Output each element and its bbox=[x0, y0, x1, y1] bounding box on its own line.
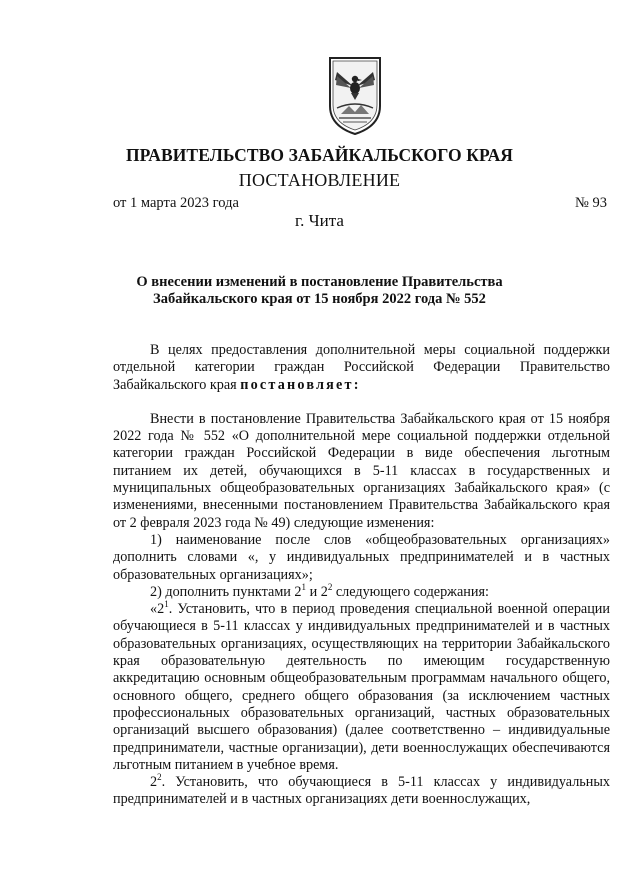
document-body bbox=[113, 342, 610, 809]
document-city: г. Чита bbox=[295, 211, 344, 230]
point-2-1-paragraph bbox=[113, 601, 610, 774]
coat-of-arms-icon bbox=[327, 56, 383, 136]
point-2-2-text: . Установить, что обучающиеся в 5-11 классах у индивидуальных предпринимателей и в частных организациях дети военнослужащих, bbox=[113, 774, 610, 808]
government-title: ПРАВИТЕЛЬСТВО ЗАБАЙКАЛЬСКОГО КРАЯ bbox=[125, 145, 514, 165]
item-2-text-mid: и 2 bbox=[306, 583, 328, 600]
item-1-paragraph: 1) наименование после слов «общеобразовательных организациях» дополнить словами «, у индивидуальных предпринимателей и в частных образовательных организациях»; bbox=[113, 531, 610, 583]
amend-paragraph: Внести в постановление Правительства Забайкальского края от 15 ноября 2022 года № 552 «О дополнительной мере социальной поддержки отдельной категории граждан Российской Федерации в виде обеспечения льготным питанием их детей, обучающихся в 5-11 классах в государственных и муниципальных общеобразовательных организациях Забайкальского края» (с изменениями, внесенными постановлением Правительства Забайкальского края от 2 февраля 2023 года № 49) следующие изменения: bbox=[113, 410, 610, 531]
intro-text: В целях предоставления дополнительной меры социальной поддержки отдельной категории граждан Российской Федерации Правительство Забайкальского края bbox=[113, 342, 610, 393]
document-subject bbox=[0, 274, 639, 308]
point-2-1-sup: 1 bbox=[164, 599, 169, 610]
document-date: от 1 марта 2023 года bbox=[113, 195, 239, 211]
point-2-2-number: 2 bbox=[150, 774, 158, 791]
subject-line-1: О внесении изменений в постановление Правительства bbox=[136, 274, 503, 290]
item-2-text-end: следующего содержания: bbox=[332, 583, 489, 600]
document-type: ПОСТАНОВЛЕНИЕ bbox=[238, 170, 401, 190]
item-2-sup-2: 2 bbox=[327, 581, 333, 592]
item-2-paragraph bbox=[113, 581, 610, 601]
point-2-1-text: . Установить, что в период проведения специальной военной операции обучающиеся в 5-11 классах у индивидуальных предпринимателей и в частных образовательных организациях, осуществляющих на территории Забайкальского края образовательную деятельность по имеющим государственную аккредитацию основным общеобразовательным программам начального общего, основного общего, среднего общего образования (за исключением частных профессиональных образовательных организаций, частных образовательных организаций высшего образования) (далее соответственно – индивидуальные предприниматели, частные организации), дети военнослужащих обеспечиваются льготным питанием в учебное время. bbox=[113, 601, 610, 773]
point-2-1-number: «2 bbox=[150, 601, 165, 618]
point-2-2-sup: 2 bbox=[157, 772, 162, 783]
document-number: № 93 bbox=[575, 195, 607, 211]
intro-paragraph bbox=[113, 342, 610, 394]
item-2-sup-1: 1 bbox=[301, 581, 307, 592]
point-2-2-paragraph bbox=[113, 774, 610, 809]
subject-line-2: Забайкальского края от 15 ноября 2022 года № 552 bbox=[153, 291, 486, 307]
item-2-text-start: 2) дополнить пунктами 2 bbox=[150, 583, 302, 600]
decree-word: постановляет: bbox=[240, 376, 361, 393]
